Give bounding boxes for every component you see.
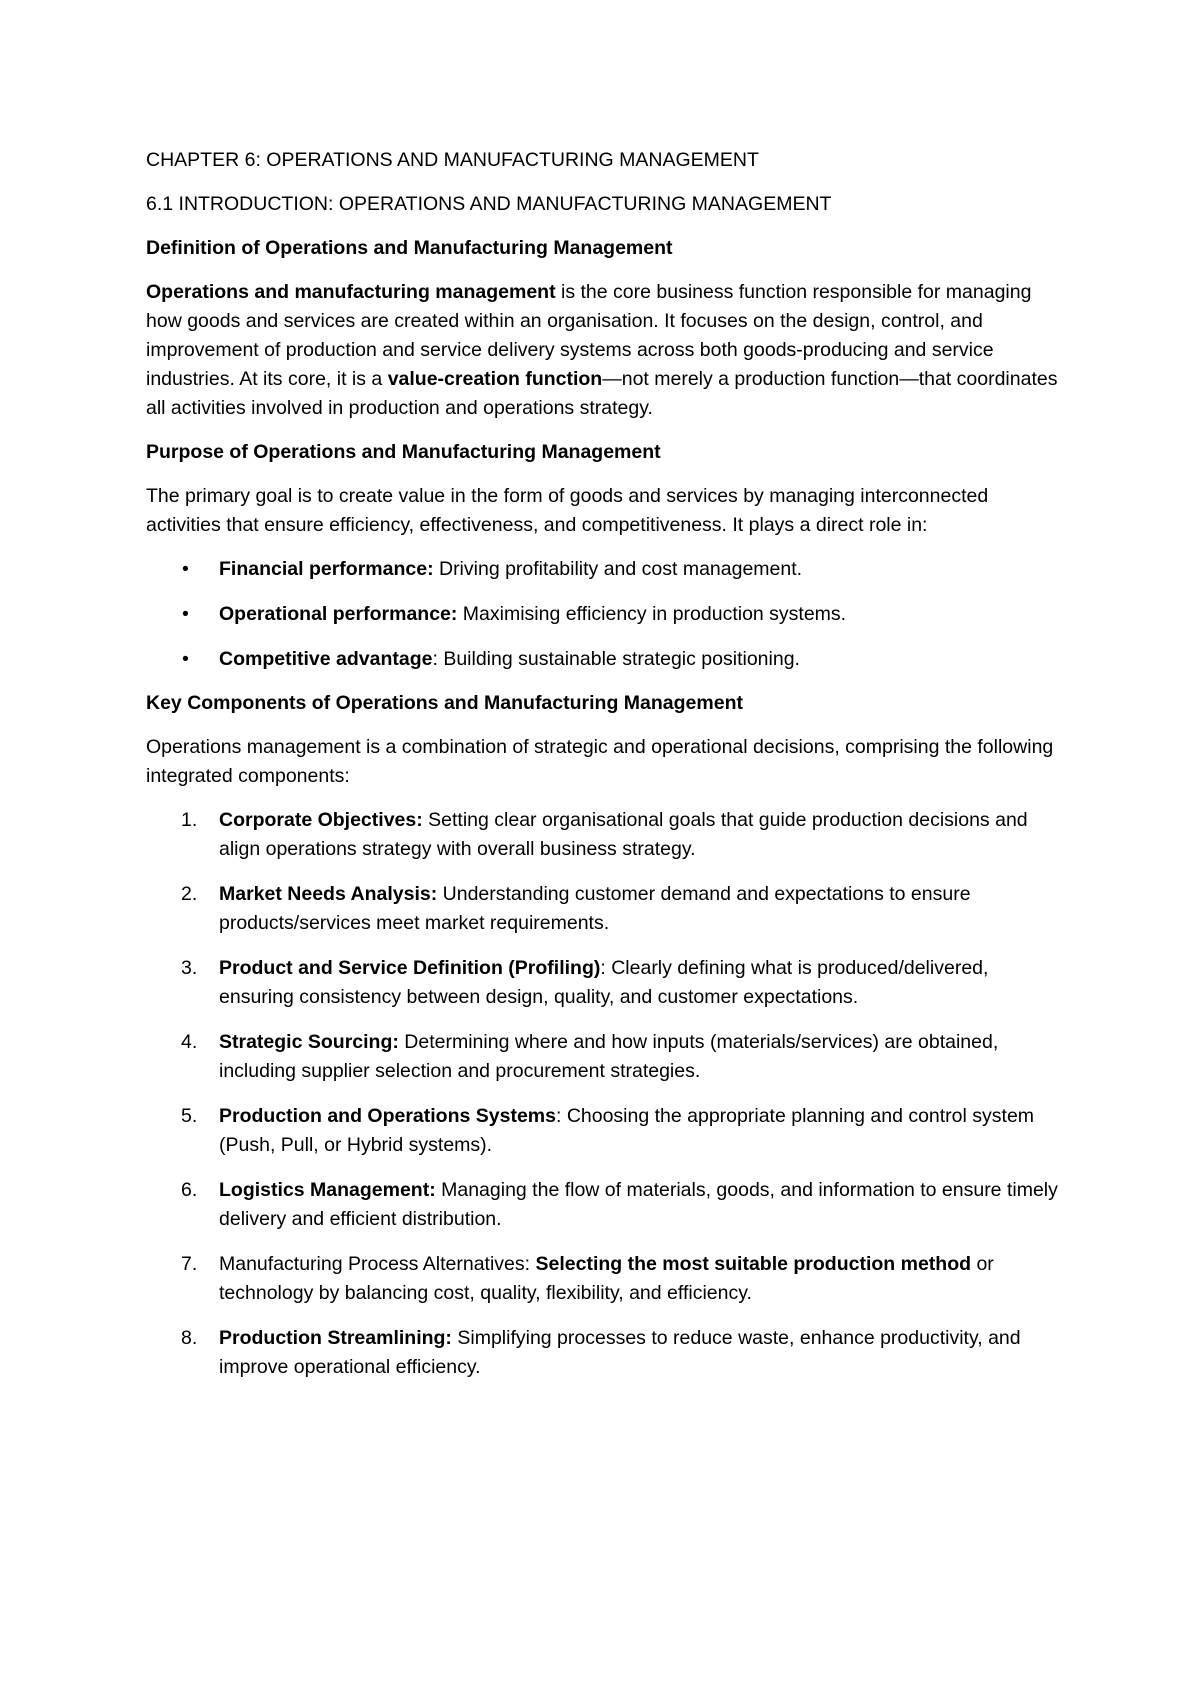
list-item xyxy=(146,1324,1066,1382)
purpose-heading: Purpose of Operations and Manufacturing Management xyxy=(146,441,661,463)
item-text: : Clearly defining what is produced/delivered, ensuring consistency between design, quality, and customer expectations. xyxy=(219,957,989,1008)
list-item xyxy=(146,880,1066,938)
item-prefix: Manufacturing Process Alternatives: xyxy=(219,1253,536,1275)
definition-term: Operations and manufacturing management xyxy=(146,281,556,303)
list-item xyxy=(146,1176,1066,1234)
components-heading: Key Components of Operations and Manufacturing Management xyxy=(146,692,743,714)
list-item xyxy=(146,954,1066,1012)
item-label: Strategic Sourcing: xyxy=(219,1031,399,1053)
bullet-text: Driving profitability and cost management. xyxy=(433,558,803,580)
item-label: Corporate Objectives: xyxy=(219,809,423,831)
item-label: Logistics Management: xyxy=(219,1179,436,1201)
item-label: Production Streamlining: xyxy=(219,1327,452,1349)
definition-paragraph xyxy=(146,278,1066,423)
item-number: 4. xyxy=(181,1031,198,1053)
bullet-item xyxy=(146,600,1066,629)
item-text: Setting clear organisational goals that guide production decisions and align operations strategy with overall business strategy. xyxy=(219,809,1028,860)
definition-heading: Definition of Operations and Manufacturing Management xyxy=(146,237,673,259)
section-title: 6.1 INTRODUCTION: OPERATIONS AND MANUFACTURING MANAGEMENT xyxy=(146,193,832,215)
bullet-label: Competitive advantage xyxy=(219,648,433,670)
item-number: 5. xyxy=(181,1105,198,1127)
item-number: 3. xyxy=(181,957,198,979)
document-page xyxy=(146,146,1066,1398)
list-item xyxy=(146,1250,1066,1308)
definition-text-2: —not merely a production function—that coordinates all activities involved in production and operations strategy. xyxy=(146,368,1058,419)
item-label: Selecting the most suitable production method xyxy=(535,1253,972,1275)
bullet-text: Maximising efficiency in production systems. xyxy=(457,603,847,625)
item-label: Market Needs Analysis: xyxy=(219,883,438,905)
item-text: or technology by balancing cost, quality, flexibility, and efficiency. xyxy=(219,1253,994,1304)
purpose-bullet-list xyxy=(146,555,1066,674)
item-text: Determining where and how inputs (materials/services) are obtained, including supplier selection and procurement strategies. xyxy=(219,1031,999,1082)
definition-emphasis: value-creation function xyxy=(387,368,603,390)
item-number: 7. xyxy=(181,1253,198,1275)
item-text: Managing the flow of materials, goods, and information to ensure timely delivery and efficient distribution. xyxy=(219,1179,1058,1230)
bullet-label: Financial performance: xyxy=(219,558,434,580)
item-text: : Choosing the appropriate planning and control system (Push, Pull, or Hybrid systems). xyxy=(219,1105,1035,1156)
item-text: Simplifying processes to reduce waste, enhance productivity, and improve operational efficiency. xyxy=(219,1327,1021,1378)
bullet-mark: • xyxy=(182,558,189,580)
bullet-item xyxy=(146,645,1066,674)
list-item xyxy=(146,1028,1066,1086)
item-number: 8. xyxy=(181,1327,198,1349)
bullet-label: Operational performance: xyxy=(219,603,458,625)
purpose-intro: The primary goal is to create value in the form of goods and services by managing interconnected activities that ensure efficiency, effectiveness, and competitiveness. It plays a direct role in: xyxy=(146,485,989,536)
item-number: 6. xyxy=(181,1179,198,1201)
bullet-mark: • xyxy=(182,648,189,670)
list-item xyxy=(146,1102,1066,1160)
definition-text-1: is the core business function responsible for managing how goods and services are created within an organisation. It focuses on the design, control, and improvement of production and service delivery systems across both goods-producing and service industries. At its core, it is a xyxy=(146,281,1032,390)
item-label: Product and Service Definition (Profiling) xyxy=(219,957,601,979)
item-text: Understanding customer demand and expectations to ensure products/services meet market requirements. xyxy=(219,883,971,934)
item-label: Production and Operations Systems xyxy=(219,1105,556,1127)
bullet-item xyxy=(146,555,1066,584)
chapter-title: CHAPTER 6: OPERATIONS AND MANUFACTURING MANAGEMENT xyxy=(146,149,759,171)
components-numbered-list xyxy=(146,806,1066,1382)
item-number: 2. xyxy=(181,883,198,905)
bullet-text: : Building sustainable strategic positioning. xyxy=(432,648,800,670)
item-number: 1. xyxy=(181,809,198,831)
bullet-mark: • xyxy=(182,603,189,625)
components-intro: Operations management is a combination of strategic and operational decisions, comprising the following integrated components: xyxy=(146,736,1054,787)
list-item xyxy=(146,806,1066,864)
